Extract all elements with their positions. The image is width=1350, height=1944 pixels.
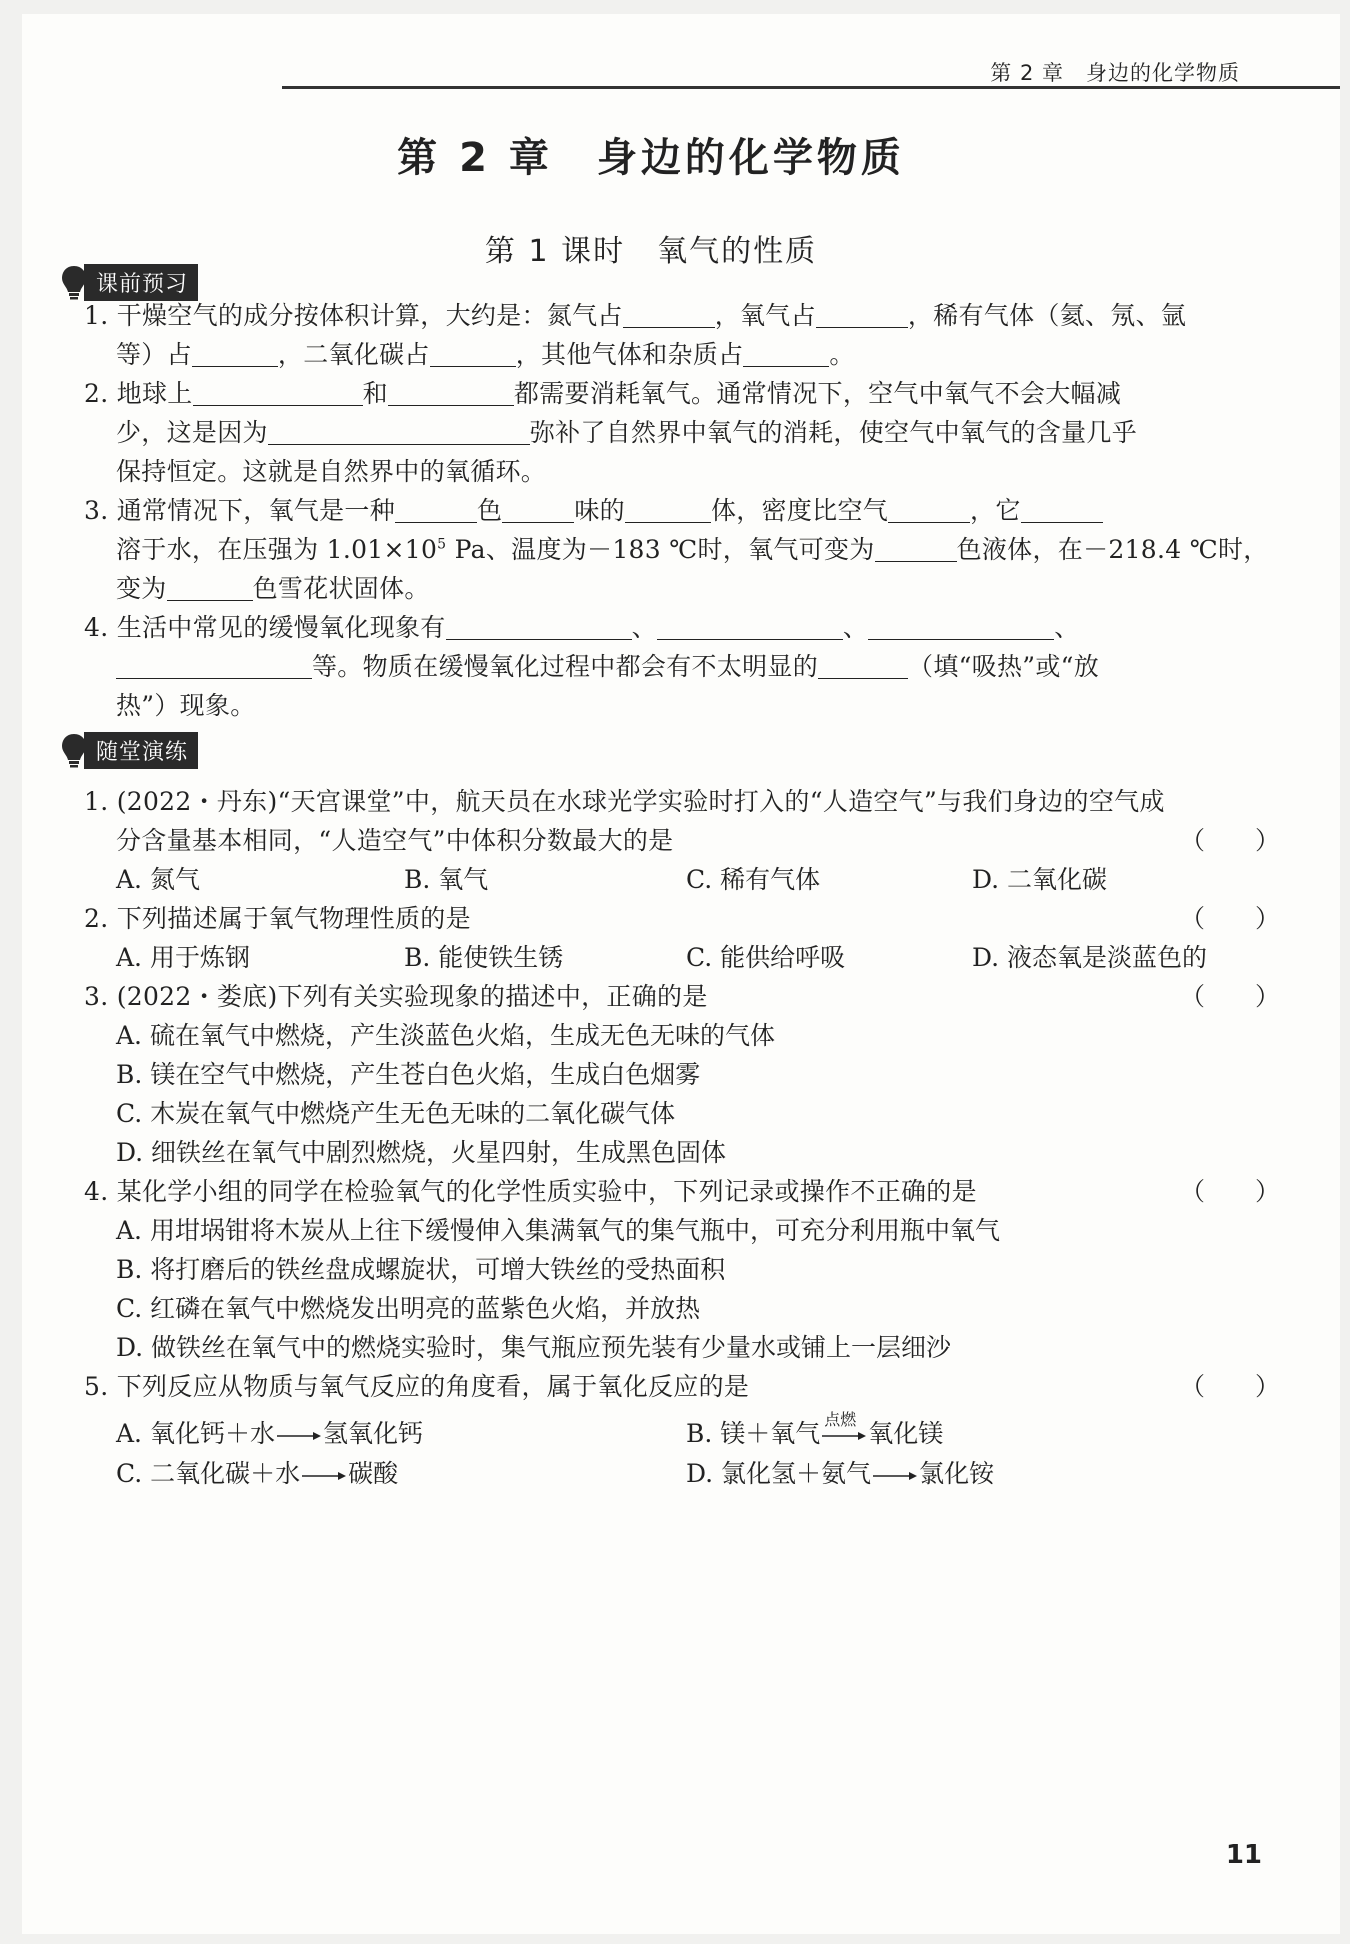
answer-blank[interactable] bbox=[430, 341, 516, 367]
running-header: 第 2 章 身边的化学物质 bbox=[990, 61, 1240, 85]
answer-blank[interactable] bbox=[446, 614, 632, 640]
workbook-page bbox=[22, 14, 1340, 1934]
preview-q4-line1: 4. 生活中常见的缓慢氧化现象有 、 、 、 bbox=[84, 613, 1080, 642]
preview-q2-line3: 保持恒定。这就是自然界中的氧循环。 bbox=[116, 457, 547, 486]
answer-blank[interactable] bbox=[395, 497, 477, 523]
answer-blank[interactable] bbox=[193, 380, 363, 406]
preview-q3-line2: 溶于水，在压强为 $1.01\times 10^5$ Pa、温度为－183 ℃时，氧气可变为 色液体，在－218.4 ℃时， bbox=[116, 535, 1269, 564]
answer-paren[interactable]: （ ） bbox=[1179, 904, 1280, 933]
practice-q4-line1: 4. 某化学小组的同学在检验氧气的化学性质实验中，下列记录或操作不正确的是 bbox=[84, 1177, 977, 1206]
answer-blank[interactable] bbox=[818, 653, 908, 679]
option-c[interactable]: C. 稀有气体 bbox=[686, 865, 821, 894]
reaction-arrow-icon bbox=[873, 1471, 917, 1481]
option-d[interactable]: D. 液态氧是淡蓝色的 bbox=[972, 943, 1208, 972]
lightbulb-icon bbox=[60, 732, 88, 768]
option-c[interactable]: C. 能供给呼吸 bbox=[686, 943, 846, 972]
option-d[interactable]: D. 氯化氢＋氨气 氯化铵 bbox=[686, 1459, 995, 1488]
answer-paren[interactable]: （ ） bbox=[1179, 982, 1280, 1011]
answer-paren[interactable]: （ ） bbox=[1179, 1177, 1280, 1206]
reaction-condition: 点燃 bbox=[824, 1409, 857, 1429]
option-c[interactable]: C. 二氧化碳＋水 碳酸 bbox=[116, 1459, 399, 1488]
answer-paren[interactable]: （ ） bbox=[1179, 1372, 1280, 1401]
reaction-arrow-icon bbox=[822, 1409, 866, 1441]
practice-q5-line1: 5. 下列反应从物质与氧气反应的角度看，属于氧化反应的是 bbox=[84, 1372, 750, 1401]
option-a[interactable]: A. 用坩埚钳将木炭从上往下缓慢伸入集满氧气的集气瓶中，可充分利用瓶中氧气 bbox=[116, 1216, 1000, 1245]
option-b[interactable]: B. 将打磨后的铁丝盘成螺旋状，可增大铁丝的受热面积 bbox=[116, 1255, 726, 1284]
answer-blank[interactable] bbox=[116, 653, 312, 679]
option-a[interactable]: A. 硫在氧气中燃烧，产生淡蓝色火焰，生成无色无味的气体 bbox=[116, 1021, 775, 1050]
answer-paren[interactable]: （ ） bbox=[1179, 826, 1280, 855]
answer-blank[interactable] bbox=[816, 302, 908, 328]
option-d[interactable]: D. 做铁丝在氧气中的燃烧实验时，集气瓶应预先装有少量水或铺上一层细沙 bbox=[116, 1333, 952, 1362]
preview-q1-line1: 1. 干燥空气的成分按体积计算，大约是：氮气占 ，氧气占 ，稀有气体（氦、氖、氩 bbox=[84, 301, 1187, 330]
preview-q3-line1: 3. 通常情况下，氧气是一种 色 味的 体，密度比空气 ，它 bbox=[84, 491, 1103, 527]
practice-q1-line1: 1. (2022・丹东)“天宫课堂”中，航天员在水球光学实验时打入的“人造空气”与我们身边的空气成 bbox=[84, 787, 1165, 816]
section-label: 随堂演练 bbox=[84, 732, 198, 769]
answer-blank[interactable] bbox=[657, 614, 843, 640]
reaction-arrow-icon bbox=[277, 1431, 321, 1441]
option-b[interactable]: B. 镁＋氧气 点燃 氧化镁 bbox=[686, 1414, 943, 1450]
option-c[interactable]: C. 木炭在氧气中燃烧产生无色无味的二氧化碳气体 bbox=[116, 1099, 676, 1128]
preview-q1-line2: 等）占 ，二氧化碳占 ，其他气体和杂质占 。 bbox=[116, 340, 855, 369]
answer-blank[interactable] bbox=[502, 497, 574, 523]
practice-q1-line2: 分含量基本相同，“人造空气”中体积分数最大的是 bbox=[116, 826, 674, 855]
lightbulb-icon bbox=[60, 264, 88, 300]
option-b[interactable]: B. 能使铁生锈 bbox=[404, 943, 564, 972]
answer-blank[interactable] bbox=[743, 341, 829, 367]
answer-blank[interactable] bbox=[167, 575, 253, 601]
option-c[interactable]: C. 红磷在氧气中燃烧发出明亮的蓝紫色火焰，并放热 bbox=[116, 1294, 701, 1323]
answer-blank[interactable] bbox=[875, 536, 957, 562]
option-d[interactable]: D. 二氧化碳 bbox=[972, 865, 1108, 894]
option-b[interactable]: B. 镁在空气中燃烧，产生苍白色火焰，生成白色烟雾 bbox=[116, 1060, 701, 1089]
chapter-title: 第 2 章 身边的化学物质 bbox=[397, 135, 905, 181]
page-number: 11 bbox=[1225, 1840, 1262, 1870]
preview-q4-line2: 等。物质在缓慢氧化过程中都会有不太明显的 （填“吸热”或“放 bbox=[116, 647, 1099, 683]
answer-blank[interactable] bbox=[388, 380, 514, 406]
answer-blank[interactable] bbox=[268, 419, 530, 445]
option-d[interactable]: D. 细铁丝在氧气中剧烈燃烧，火星四射，生成黑色固体 bbox=[116, 1138, 727, 1167]
lesson-title: 第 1 课时 氧气的性质 bbox=[484, 234, 818, 269]
preview-q3-line3: 变为 色雪花状固体。 bbox=[116, 574, 430, 603]
section-tag-practice bbox=[60, 730, 198, 770]
answer-blank[interactable] bbox=[1021, 497, 1103, 523]
practice-q3-line1: 3. (2022・娄底)下列有关实验现象的描述中，正确的是 bbox=[84, 982, 708, 1011]
preview-q4-line3: 热”）现象。 bbox=[116, 691, 256, 720]
answer-blank[interactable] bbox=[192, 341, 278, 367]
header-rule bbox=[282, 86, 1340, 89]
option-a[interactable]: A. 氮气 bbox=[116, 865, 200, 894]
preview-q2-line2: 少，这是因为 弥补了自然界中氧气的消耗，使空气中氧气的含量几乎 bbox=[116, 418, 1138, 447]
preview-q2-line1: 2. 地球上 和 都需要消耗氧气。通常情况下，空气中氧气不会大幅减 bbox=[84, 379, 1122, 408]
section-label: 课前预习 bbox=[84, 264, 198, 301]
reaction-arrow-icon bbox=[302, 1471, 346, 1481]
option-a[interactable]: A. 氧化钙＋水 氢氧化钙 bbox=[116, 1419, 423, 1448]
answer-blank[interactable] bbox=[623, 302, 715, 328]
answer-blank[interactable] bbox=[625, 497, 711, 523]
option-a[interactable]: A. 用于炼钢 bbox=[116, 943, 250, 972]
practice-q2-line1: 2. 下列描述属于氧气物理性质的是 bbox=[84, 904, 471, 933]
option-b[interactable]: B. 氧气 bbox=[404, 865, 489, 894]
answer-blank[interactable] bbox=[868, 614, 1054, 640]
answer-blank[interactable] bbox=[888, 497, 970, 523]
